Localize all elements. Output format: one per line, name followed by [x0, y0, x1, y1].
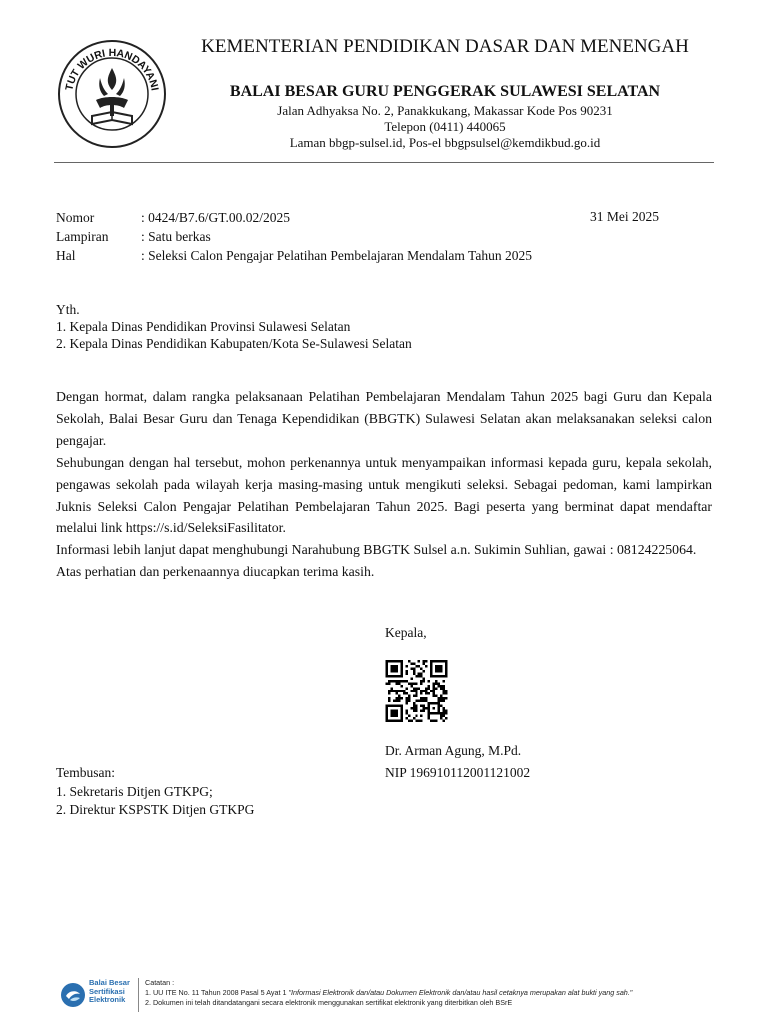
cc-item: 1. Sekretaris Ditjen GTKPG; [56, 784, 213, 799]
footer-note-1-prefix: 1. UU ITE No. 11 Tahun 2008 Pasal 5 Ayat 1 [145, 988, 289, 997]
lampiran-value: : Satu berkas [141, 229, 211, 244]
institution-address: Jalan Adhyaksa No. 2, Panakkukang, Makassar Kode Pos 90231 [277, 103, 613, 118]
footer-note-1-quote: "Informasi Elektronik dan/atau Dokumen Elektronik dan/atau hasil cetaknya merupakan alat bukti yang sah." [288, 988, 633, 997]
institution-phone: Telepon (0411) 440065 [384, 119, 506, 134]
body-paragraph: Atas perhatian dan perkenaannya diucapkan terima kasih. [56, 564, 375, 580]
hal-label: Hal [56, 248, 76, 263]
body-paragraph: Dengan hormat, dalam rangka pelaksanaan Pelatihan Pembelajaran Mendalam Tahun 2025 bagi Guru dan Kepala Sekolah, Balai Besar Guru dan Tenaga Kependidikan (BBGTK) Sulawesi Selatan akan melaksanakan seleksi calon pengajar. [56, 389, 712, 448]
hal-value: : Seleksi Calon Pengajar Pelatihan Pembelajaran Mendalam Tahun 2025 [141, 248, 532, 263]
footer-note-1 [145, 988, 632, 998]
logo-motto: TUT WURI HANDAYANI [63, 46, 161, 92]
cc-label: Tembusan: [56, 765, 116, 780]
signatory-nip: NIP 196910112001121002 [385, 765, 531, 780]
institution-name: BALAI BESAR GURU PENGGERAK SULAWESI SELATAN [229, 83, 661, 100]
body-paragraph: Sehubungan dengan hal tersebut, mohon perkenannya untuk menyampaikan informasi kepada guru, kepala sekolah, pengawas sekolah pada wilayah kerja masing-masing untuk mengikuti seleksi. Sebagai pedoman, kami lampirkan Juknis Seleksi Calon Pengajar Pelatihan Pembelajaran Tahun 2025. Bagi peserta yang berminat dapat mendaftar melalui link https://s.id/SeleksiFasilitator. [56, 454, 712, 536]
tut-wuri-handayani-logo [56, 38, 168, 150]
bsre-logo-icon [60, 982, 86, 1008]
signature-title: Kepala, [385, 625, 427, 640]
bsre-brand-line: Elektronik [89, 995, 126, 1004]
nomor-value: : 0424/B7.6/GT.00.02/2025 [141, 210, 291, 225]
footer-divider [138, 978, 139, 1012]
body-paragraph: Informasi lebih lanjut dapat menghubungi Narahubung BBGTK Sulsel a.n. Sukimin Suhlian, gawai : 08124225064. [56, 542, 697, 558]
signature-qr-code [384, 660, 449, 722]
bsre-brand-line: Balai Besar [89, 978, 130, 987]
recipient-greeting: Yth. [56, 302, 80, 317]
footer-notes-label: Catatan : [145, 978, 175, 987]
lampiran-label: Lampiran [56, 229, 109, 244]
cc-item: 2. Direktur KSPSTK Ditjen GTKPG [56, 802, 255, 817]
footer-notes [145, 978, 632, 1008]
institution-web-email: Laman bbgp-sulsel.id, Pos-el bbgpsulsel@kemdikbud.go.id [289, 135, 601, 150]
signatory-name: Dr. Arman Agung, M.Pd. [385, 743, 522, 758]
footer-note-2: 2. Dokumen ini telah ditandatangani secara elektronik menggunakan sertifikat elektronik yang diterbitkan oleh BSrE [145, 998, 513, 1007]
letterhead-divider [54, 162, 714, 163]
letter-body [56, 386, 712, 583]
recipient-item: 2. Kepala Dinas Pendidikan Kabupaten/Kota Se-Sulawesi Selatan [56, 336, 412, 351]
recipient-item: 1. Kepala Dinas Pendidikan Provinsi Sulawesi Selatan [56, 319, 351, 334]
nomor-label: Nomor [56, 210, 95, 225]
ministry-name: KEMENTERIAN PENDIDIKAN DASAR DAN MENENGAH [201, 36, 689, 57]
letter-date: 31 Mei 2025 [590, 209, 659, 224]
bsre-brand-line: Sertifikasi [89, 986, 125, 996]
bsre-brand [89, 979, 130, 1005]
